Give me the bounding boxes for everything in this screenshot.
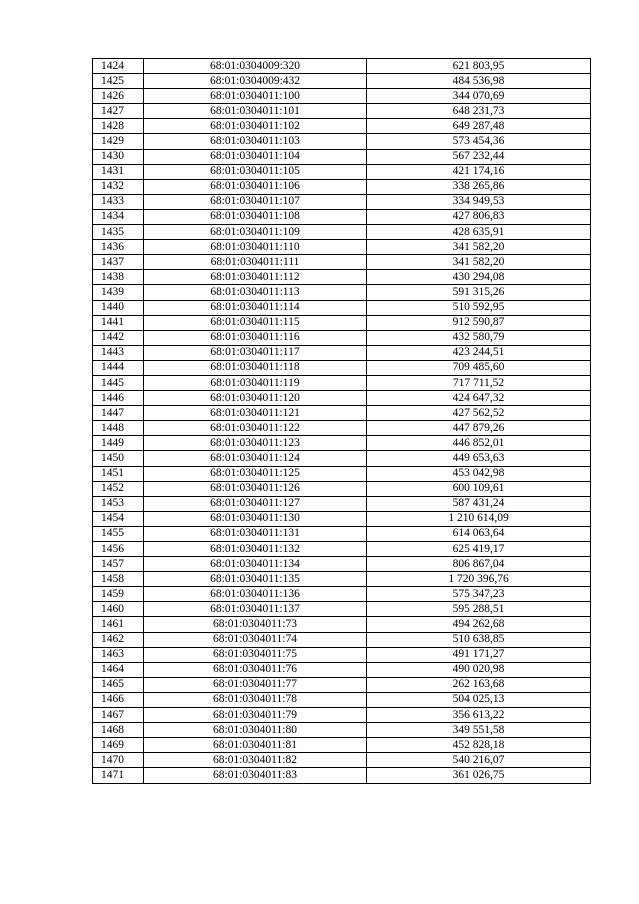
table-row [93, 285, 591, 300]
cadastral-value-cell: 600 109,61 [367, 481, 591, 496]
row-number-cell: 1444 [93, 360, 144, 375]
row-number-cell: 1426 [93, 89, 144, 104]
cadastral-number-cell: 68:01:0304011:111 [144, 255, 367, 270]
table-row [93, 240, 591, 255]
cadastral-value-cell: 649 287,48 [367, 119, 591, 134]
cadastral-number-cell: 68:01:0304011:73 [144, 617, 367, 632]
cadastral-number-cell: 68:01:0304011:78 [144, 692, 367, 707]
cadastral-number-cell: 68:01:0304011:106 [144, 179, 367, 194]
row-number-cell: 1471 [93, 768, 144, 783]
cadastral-number-cell: 68:01:0304011:75 [144, 647, 367, 662]
row-number-cell: 1468 [93, 723, 144, 738]
table-row [93, 587, 591, 602]
row-number-cell: 1462 [93, 632, 144, 647]
cadastral-number-cell: 68:01:0304011:123 [144, 436, 367, 451]
table-row [93, 149, 591, 164]
table-row [93, 617, 591, 632]
row-number-cell: 1440 [93, 300, 144, 315]
table-row [93, 451, 591, 466]
cadastral-number-cell: 68:01:0304011:119 [144, 375, 367, 390]
table-row [93, 662, 591, 677]
cadastral-number-cell: 68:01:0304011:135 [144, 572, 367, 587]
row-number-cell: 1446 [93, 391, 144, 406]
table-row [93, 300, 591, 315]
cadastral-value-cell: 575 347,23 [367, 587, 591, 602]
cadastral-value-cell: 1 720 396,76 [367, 572, 591, 587]
row-number-cell: 1429 [93, 134, 144, 149]
table-row [93, 330, 591, 345]
row-number-cell: 1431 [93, 164, 144, 179]
table-row [93, 255, 591, 270]
cadastral-number-cell: 68:01:0304011:115 [144, 315, 367, 330]
cadastral-number-cell: 68:01:0304011:81 [144, 738, 367, 753]
cadastral-number-cell: 68:01:0304011:79 [144, 708, 367, 723]
cadastral-value-cell: 356 613,22 [367, 708, 591, 723]
cadastral-number-cell: 68:01:0304011:124 [144, 451, 367, 466]
table-row [93, 360, 591, 375]
row-number-cell: 1453 [93, 496, 144, 511]
row-number-cell: 1430 [93, 149, 144, 164]
row-number-cell: 1428 [93, 119, 144, 134]
table-row [93, 677, 591, 692]
table-row [93, 738, 591, 753]
cadastral-number-cell: 68:01:0304011:109 [144, 225, 367, 240]
table-row [93, 164, 591, 179]
row-number-cell: 1438 [93, 270, 144, 285]
table-row [93, 194, 591, 209]
cadastral-number-cell: 68:01:0304011:114 [144, 300, 367, 315]
cadastral-value-cell: 709 485,60 [367, 360, 591, 375]
cadastral-number-cell: 68:01:0304011:77 [144, 677, 367, 692]
cadastral-number-cell: 68:01:0304011:120 [144, 391, 367, 406]
cadastral-number-cell: 68:01:0304011:105 [144, 164, 367, 179]
cadastral-number-cell: 68:01:0304011:127 [144, 496, 367, 511]
cadastral-number-cell: 68:01:0304011:83 [144, 768, 367, 783]
row-number-cell: 1455 [93, 526, 144, 541]
cadastral-value-cell: 490 020,98 [367, 662, 591, 677]
row-number-cell: 1456 [93, 542, 144, 557]
cadastral-value-cell: 446 852,01 [367, 436, 591, 451]
row-number-cell: 1461 [93, 617, 144, 632]
cadastral-number-cell: 68:01:0304011:76 [144, 662, 367, 677]
cadastral-number-cell: 68:01:0304011:110 [144, 240, 367, 255]
cadastral-value-cell: 349 551,58 [367, 723, 591, 738]
cadastral-value-cell: 449 653,63 [367, 451, 591, 466]
cadastral-number-cell: 68:01:0304011:131 [144, 526, 367, 541]
cadastral-value-cell: 494 262,68 [367, 617, 591, 632]
row-number-cell: 1433 [93, 194, 144, 209]
row-number-cell: 1465 [93, 677, 144, 692]
table-row [93, 496, 591, 511]
cadastral-value-cell: 452 828,18 [367, 738, 591, 753]
cadastral-value-cell: 341 582,20 [367, 240, 591, 255]
cadastral-number-cell: 68:01:0304011:108 [144, 209, 367, 224]
cadastral-value-cell: 540 216,07 [367, 753, 591, 768]
table-row [93, 557, 591, 572]
table-row [93, 225, 591, 240]
cadastral-value-cell: 423 244,51 [367, 345, 591, 360]
table-row [93, 466, 591, 481]
cadastral-value-cell: 614 063,64 [367, 526, 591, 541]
row-number-cell: 1454 [93, 511, 144, 526]
cadastral-number-cell: 68:01:0304011:134 [144, 557, 367, 572]
cadastral-value-cell: 427 806,83 [367, 209, 591, 224]
row-number-cell: 1425 [93, 74, 144, 89]
cadastral-number-cell: 68:01:0304011:122 [144, 421, 367, 436]
row-number-cell: 1450 [93, 451, 144, 466]
row-number-cell: 1464 [93, 662, 144, 677]
cadastral-value-cell: 625 419,17 [367, 542, 591, 557]
table-row [93, 572, 591, 587]
row-number-cell: 1432 [93, 179, 144, 194]
table-row [93, 89, 591, 104]
cadastral-number-cell: 68:01:0304011:101 [144, 104, 367, 119]
cadastral-number-cell: 68:01:0304009:432 [144, 74, 367, 89]
table-body [93, 59, 591, 784]
row-number-cell: 1459 [93, 587, 144, 602]
row-number-cell: 1467 [93, 708, 144, 723]
cadastral-value-cell: 587 431,24 [367, 496, 591, 511]
table-row [93, 481, 591, 496]
cadastral-value-cell: 344 070,69 [367, 89, 591, 104]
row-number-cell: 1447 [93, 406, 144, 421]
table-row [93, 542, 591, 557]
row-number-cell: 1466 [93, 692, 144, 707]
cadastral-number-cell: 68:01:0304011:121 [144, 406, 367, 421]
cadastral-value-cell: 912 590,87 [367, 315, 591, 330]
row-number-cell: 1448 [93, 421, 144, 436]
row-number-cell: 1443 [93, 345, 144, 360]
table-row [93, 406, 591, 421]
cadastral-number-cell: 68:01:0304011:113 [144, 285, 367, 300]
cadastral-value-cell: 806 867,04 [367, 557, 591, 572]
cadastral-value-cell: 573 454,36 [367, 134, 591, 149]
cadastral-value-cell: 621 803,95 [367, 59, 591, 74]
cadastral-value-cell: 428 635,91 [367, 225, 591, 240]
table-row [93, 526, 591, 541]
cadastral-number-cell: 68:01:0304011:130 [144, 511, 367, 526]
table-row [93, 104, 591, 119]
table-row [93, 375, 591, 390]
cadastral-number-cell: 68:01:0304011:118 [144, 360, 367, 375]
row-number-cell: 1449 [93, 436, 144, 451]
row-number-cell: 1451 [93, 466, 144, 481]
row-number-cell: 1427 [93, 104, 144, 119]
cadastral-number-cell: 68:01:0304011:103 [144, 134, 367, 149]
cadastral-value-cell: 648 231,73 [367, 104, 591, 119]
cadastral-number-cell: 68:01:0304011:74 [144, 632, 367, 647]
cadastral-number-cell: 68:01:0304011:132 [144, 542, 367, 557]
row-number-cell: 1439 [93, 285, 144, 300]
table-row [93, 647, 591, 662]
row-number-cell: 1435 [93, 225, 144, 240]
cadastral-value-cell: 262 163,68 [367, 677, 591, 692]
cadastral-value-cell: 484 536,98 [367, 74, 591, 89]
table-row [93, 632, 591, 647]
table-row [93, 209, 591, 224]
table-row [93, 602, 591, 617]
cadastral-value-cell: 361 026,75 [367, 768, 591, 783]
row-number-cell: 1445 [93, 375, 144, 390]
cadastral-number-cell: 68:01:0304011:112 [144, 270, 367, 285]
table-row [93, 511, 591, 526]
cadastral-value-cell: 421 174,16 [367, 164, 591, 179]
cadastral-number-cell: 68:01:0304011:117 [144, 345, 367, 360]
cadastral-value-cell: 717 711,52 [367, 375, 591, 390]
cadastral-value-cell: 491 171,27 [367, 647, 591, 662]
cadastral-value-cell: 447 879,26 [367, 421, 591, 436]
cadastral-value-cell: 338 265,86 [367, 179, 591, 194]
cadastral-number-cell: 68:01:0304009:320 [144, 59, 367, 74]
cadastral-value-cell: 595 288,51 [367, 602, 591, 617]
table-row [93, 708, 591, 723]
cadastral-value-cell: 334 949,53 [367, 194, 591, 209]
table-row [93, 436, 591, 451]
cadastral-value-cell: 504 025,13 [367, 692, 591, 707]
cadastral-number-cell: 68:01:0304011:116 [144, 330, 367, 345]
cadastral-value-cell: 430 294,08 [367, 270, 591, 285]
cadastral-number-cell: 68:01:0304011:104 [144, 149, 367, 164]
row-number-cell: 1469 [93, 738, 144, 753]
cadastral-value-table [92, 58, 591, 784]
cadastral-number-cell: 68:01:0304011:107 [144, 194, 367, 209]
cadastral-value-cell: 427 562,52 [367, 406, 591, 421]
row-number-cell: 1458 [93, 572, 144, 587]
cadastral-number-cell: 68:01:0304011:137 [144, 602, 367, 617]
row-number-cell: 1463 [93, 647, 144, 662]
table-row [93, 59, 591, 74]
row-number-cell: 1434 [93, 209, 144, 224]
table-row [93, 391, 591, 406]
table-row [93, 768, 591, 783]
row-number-cell: 1441 [93, 315, 144, 330]
table-row [93, 74, 591, 89]
cadastral-value-cell: 591 315,26 [367, 285, 591, 300]
cadastral-value-cell: 432 580,79 [367, 330, 591, 345]
table-row [93, 723, 591, 738]
row-number-cell: 1470 [93, 753, 144, 768]
table-row [93, 134, 591, 149]
row-number-cell: 1424 [93, 59, 144, 74]
table-row [93, 179, 591, 194]
cadastral-value-cell: 341 582,20 [367, 255, 591, 270]
cadastral-number-cell: 68:01:0304011:80 [144, 723, 367, 738]
cadastral-value-cell: 453 042,98 [367, 466, 591, 481]
cadastral-value-cell: 510 638,85 [367, 632, 591, 647]
cadastral-number-cell: 68:01:0304011:136 [144, 587, 367, 602]
row-number-cell: 1460 [93, 602, 144, 617]
row-number-cell: 1437 [93, 255, 144, 270]
table-row [93, 421, 591, 436]
cadastral-number-cell: 68:01:0304011:102 [144, 119, 367, 134]
table-row [93, 692, 591, 707]
cadastral-number-cell: 68:01:0304011:126 [144, 481, 367, 496]
row-number-cell: 1457 [93, 557, 144, 572]
table-row [93, 270, 591, 285]
row-number-cell: 1436 [93, 240, 144, 255]
cadastral-value-cell: 424 647,32 [367, 391, 591, 406]
cadastral-value-cell: 1 210 614,09 [367, 511, 591, 526]
cadastral-number-cell: 68:01:0304011:100 [144, 89, 367, 104]
table-row [93, 119, 591, 134]
cadastral-number-cell: 68:01:0304011:125 [144, 466, 367, 481]
row-number-cell: 1442 [93, 330, 144, 345]
table-row [93, 345, 591, 360]
cadastral-value-cell: 567 232,44 [367, 149, 591, 164]
table-row [93, 753, 591, 768]
cadastral-value-cell: 510 592,95 [367, 300, 591, 315]
cadastral-number-cell: 68:01:0304011:82 [144, 753, 367, 768]
table-row [93, 315, 591, 330]
row-number-cell: 1452 [93, 481, 144, 496]
